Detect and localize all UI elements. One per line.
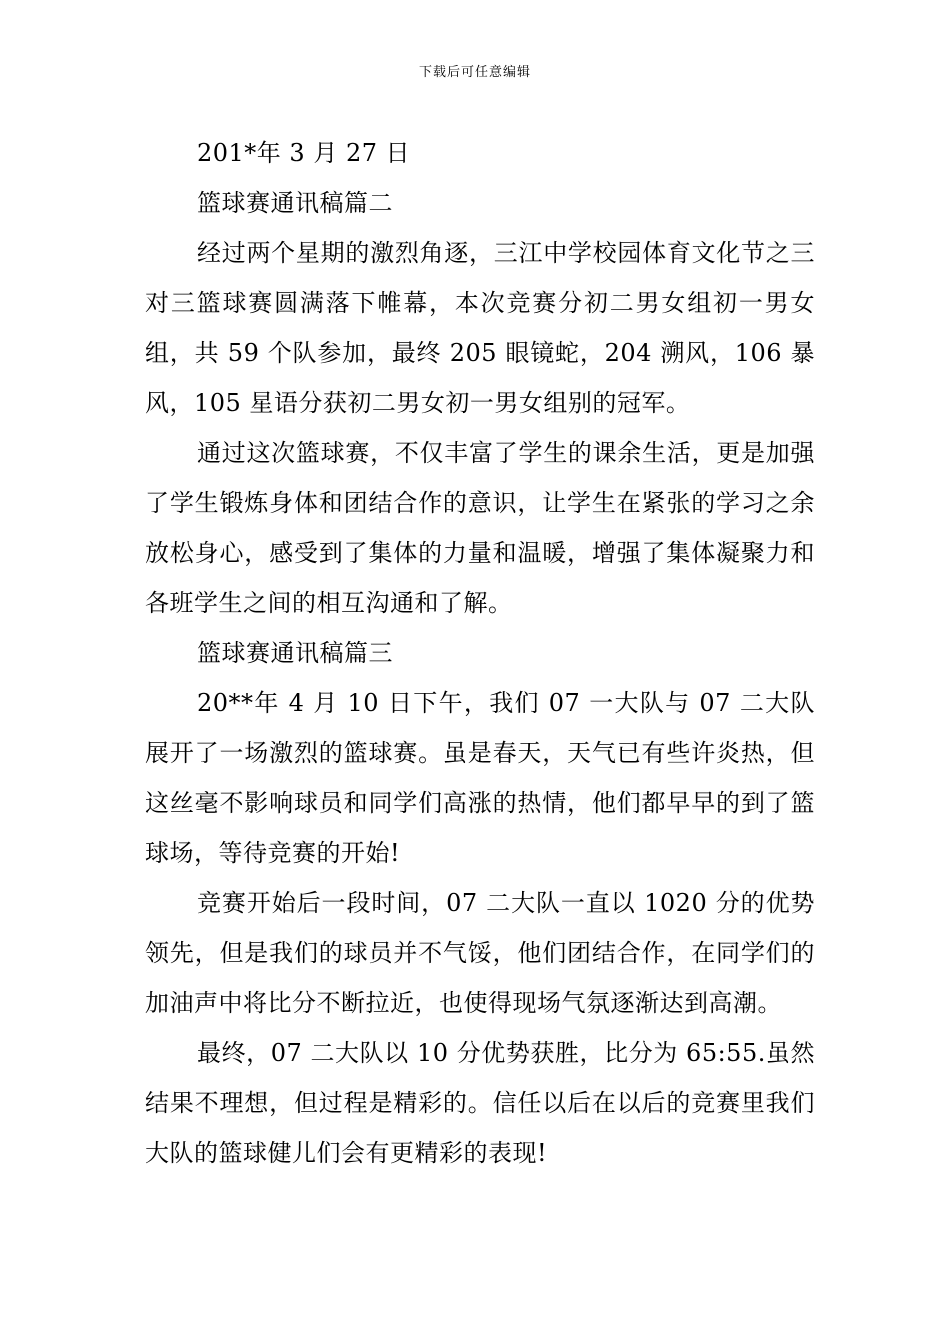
paragraph: 经过两个星期的激烈角逐，三江中学校园体育文化节之三对三篮球赛圆满落下帷幕，本次竞赛分初二男女组初一男女组，共 59 个队参加，最终 205 眼镜蛇，204 溯风，106 暴风，105 星语分获初二男女初一男女组别的冠军。 bbox=[145, 239, 815, 417]
date-line: 201*年 3 月 27 日 bbox=[197, 139, 411, 167]
section-heading-2: 篮球赛通讯稿篇二 bbox=[197, 189, 393, 217]
paragraph: 竞赛开始后一段时间，07 二大队一直以 1020 分的优势领先，但是我们的球员并不气馁，他们团结合作，在同学们的加油声中将比分不断拉近，也使得现场气氛逐渐达到高潮。 bbox=[145, 889, 815, 1017]
page-header: 下载后可任意编辑 bbox=[418, 65, 531, 80]
paragraph: 最终，07 二大队以 10 分优势获胜，比分为 65:55.虽然结果不理想，但过程是精彩的。信任以后在以后的竞赛里我们大队的篮球健儿们会有更精彩的表现! bbox=[145, 1039, 815, 1167]
section-heading-3: 篮球赛通讯稿篇三 bbox=[197, 639, 393, 667]
paragraph: 通过这次篮球赛，不仅丰富了学生的课余生活，更是加强了学生锻炼身体和团结合作的意识，让学生在紧张的学习之余放松身心，感受到了集体的力量和温暖，增强了集体凝聚力和各班学生之间的相互沟通和了解。 bbox=[145, 439, 815, 617]
document-body bbox=[145, 128, 815, 1178]
paragraph: 20**年 4 月 10 日下午，我们 07 一大队与 07 二大队展开了一场激烈的篮球赛。虽是春天，天气已有些许炎热，但这丝毫不影响球员和同学们高涨的热情，他们都早早的到了篮球场，等待竞赛的开始! bbox=[145, 689, 815, 867]
